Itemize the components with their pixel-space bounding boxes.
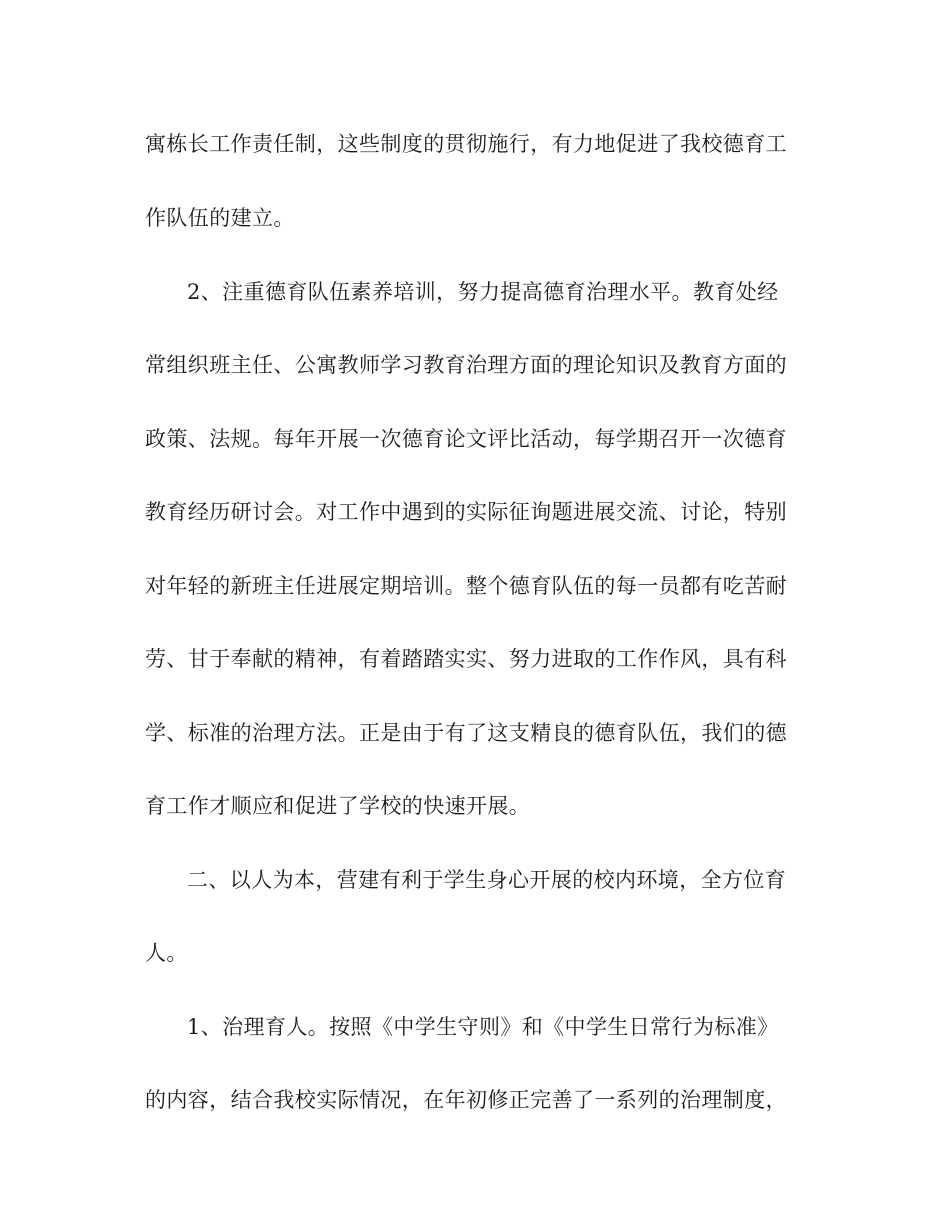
paragraph-line: 1、治理育人。按照《中学生守则》和《中学生日常行为标准》 [187,1015,779,1039]
section-heading-line: 二、以人为本，营建有利于学生身心开展的校内环境，全方位育 [187,868,787,892]
paragraph-line: 对年轻的新班主任进展定期培训。整个德育队伍的每一员都有吃苦耐 [145,574,787,598]
paragraph-line: 育工作才顺应和促进了学校的快速开展。 [145,794,531,818]
paragraph-line: 寓栋长工作责任制，这些制度的贯彻施行，有力地促进了我校德育工 [145,132,787,156]
paragraph-line: 劳、甘于奉献的精神，有着踏踏实实、努力进取的工作作风，具有科 [145,647,787,671]
paragraph-line: 学、标准的治理方法。正是由于有了这支精良的德育队伍，我们的德 [145,721,787,745]
paragraph-line: 教育经历研讨会。对工作中遇到的实际征询题进展交流、讨论，特别 [145,500,787,524]
paragraph-line: 作队伍的建立。 [145,206,295,230]
paragraph-line: 2、注重德育队伍素养培训，努力提高德育治理水平。教育处经 [187,280,779,304]
paragraph-line: 的内容，结合我校实际情况，在年初修正完善了一系列的治理制度， [145,1088,787,1112]
paragraph-line: 政策、法规。每年开展一次德育论文评比活动，每学期召开一次德育 [145,427,787,451]
section-heading-line: 人。 [145,941,188,965]
paragraph-line: 常组织班主任、公寓教师学习教育治理方面的理论知识及教育方面的 [145,353,787,377]
